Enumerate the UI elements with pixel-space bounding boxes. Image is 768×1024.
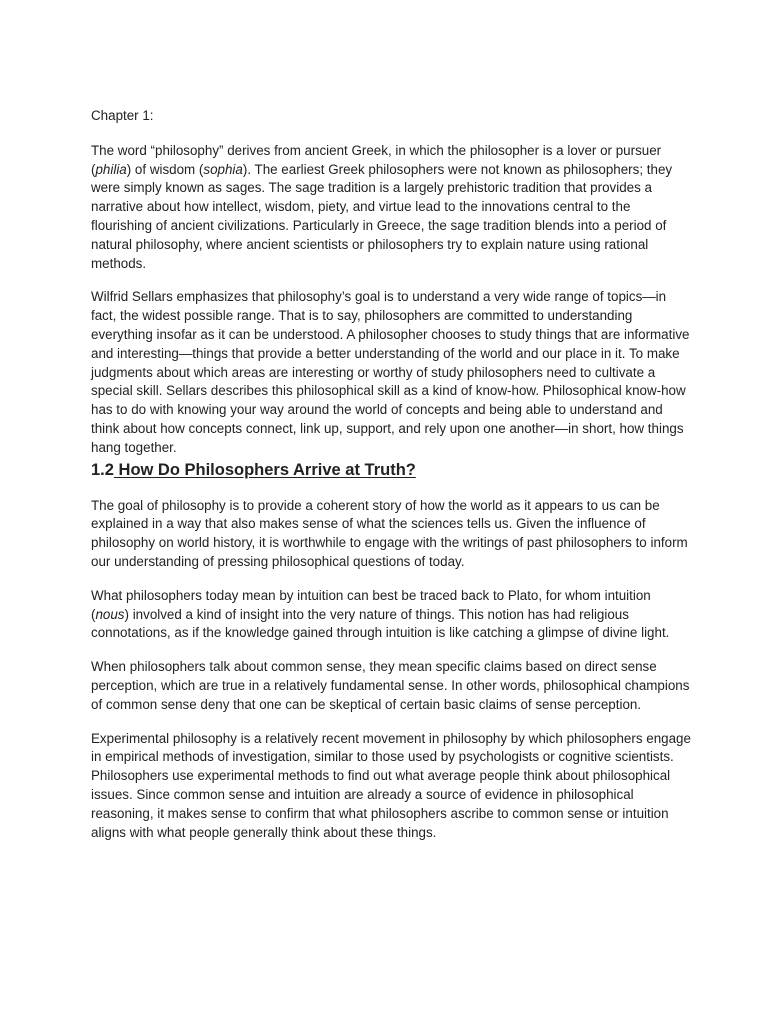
section-title: How Do Philosophers Arrive at Truth? [113,460,416,479]
paragraph-text: ) of wisdom ( [126,161,204,177]
italic-term: sophia [203,161,243,177]
chapter-label: Chapter 1: [91,108,154,123]
paragraph-text: ) involved a kind of insight into the very nature of things. This notion has had religious connotations, as if the knowledge gained through intuition is like catching a glimpse of divine light. [91,606,670,641]
section-heading [91,459,691,481]
paragraph-experimental-philosophy: Experimental philosophy is a relatively recent movement in philosophy by which philosophers engage in empirical methods of investigation, similar to those used by psychologists or cognitive scientists. Philosophers use experimental methods to find out what average people think about philosophical issues. Since common sense and intuition are already a source of evidence in philosophical reasoning, it makes sense to confirm that what philosophers ascribe to common sense or intuition aligns with what people generally think about these things. [91,730,691,840]
section-number: 1.2 [91,460,114,479]
paragraph-philosophy-origin [91,142,691,274]
italic-term: philia [95,161,127,177]
paragraph-common-sense: When philosophers talk about common sense, they mean specific claims based on direct sense perception, which are true in a relatively fundamental sense. In other words, philosophical champions of common sense deny that one can be skeptical of certain basic claims of sense perception. [91,659,690,712]
paragraph-text: ). The earliest Greek philosophers were not known as philosophers; they were simply known as sages. The sage tradition is a largely prehistoric tradition that provides a narrative about how intellect, wisdom, piety, and virtue lead to the innovations central to the flourishing of ancient civilizations. Particularly in Greece, the sage tradition blends into a period of natural philosophy, where ancient scientists or philosophers try to explain nature using rational methods. [91,161,673,271]
italic-term: nous [95,606,125,622]
document-body [91,107,691,857]
paragraph-text: The word “philosophy” derives from ancient Greek, in which the philosopher is a lover or pursuer ( [91,142,662,177]
paragraph-sellars: Wilfrid Sellars emphasizes that philosophy’s goal is to understand a very wide range of topics—in fact, the widest possible range. That is to say, philosophers are committed to understanding everything insofar as it can be understood. A philosopher chooses to study things that are informative and interesting—things that provide a better understanding of the world and our place in it. To make judgments about which areas are interesting or worthy of study philosophers need to cultivate a special skill. Sellars describes this philosophical skill as a kind of know-how. Philosophical know-how has to do with knowing your way around the world of concepts and being able to understand and think about how concepts connect, link up, support, and rely upon one another—in short, how things hang together. [91,289,690,455]
paragraph-intuition [91,587,691,643]
paragraph-text: What philosophers today mean by intuition can best be traced back to Plato, for whom intuition ( [91,587,651,622]
paragraph-goal: The goal of philosophy is to provide a coherent story of how the world as it appears to us can be explained in a way that also makes sense of what the sciences tells us. Given the influence of philosophy on world history, it is worthwhile to engage with the writings of past philosophers to inform our understanding of pressing philosophical questions of today. [91,497,688,569]
